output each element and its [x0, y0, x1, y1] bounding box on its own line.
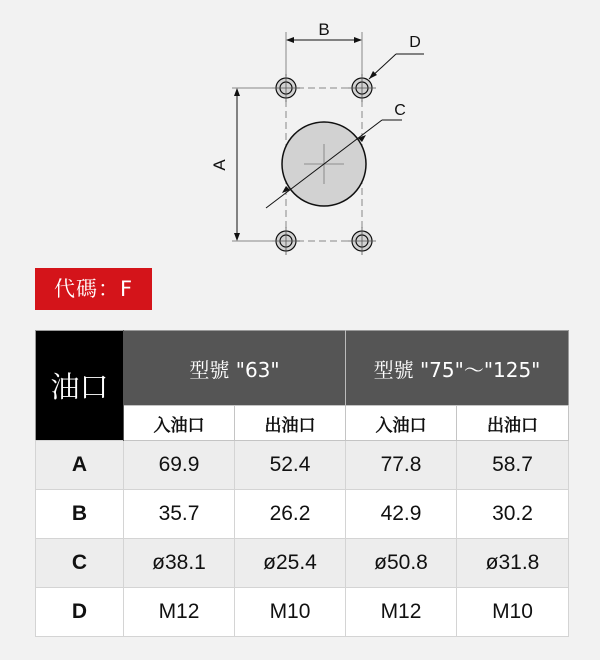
- label-d: D: [409, 34, 421, 51]
- dimension-d: [369, 34, 424, 79]
- table-cell: ø38.1: [124, 539, 235, 588]
- table-cell: 42.9: [346, 490, 457, 539]
- table-cell: M10: [457, 588, 569, 637]
- row-label: D: [36, 588, 124, 637]
- flange-drawing: [0, 0, 600, 270]
- row-label: C: [36, 539, 124, 588]
- table-cell: ø50.8: [346, 539, 457, 588]
- table-row: [36, 539, 569, 588]
- model-header-63: 型號 "63": [124, 331, 346, 406]
- row-label: B: [36, 490, 124, 539]
- table-cell: 77.8: [346, 441, 457, 490]
- table-row: [36, 441, 569, 490]
- model-header-75-125: 型號 "75"～"125": [346, 331, 569, 406]
- spec-table: [35, 330, 569, 637]
- table-cell: 52.4: [235, 441, 346, 490]
- table-cell: 26.2: [235, 490, 346, 539]
- port-header-inlet: 入油口: [346, 406, 457, 441]
- table-cell: 58.7: [457, 441, 569, 490]
- corner-header: 油口: [36, 331, 124, 441]
- dimension-b: [287, 20, 361, 40]
- port-header-inlet: 入油口: [124, 406, 235, 441]
- table-cell: 35.7: [124, 490, 235, 539]
- table-cell: M12: [346, 588, 457, 637]
- port-header-outlet: 出油口: [235, 406, 346, 441]
- table-cell: 69.9: [124, 441, 235, 490]
- label-a: A: [210, 159, 229, 171]
- code-badge: 代碼：F: [35, 268, 152, 310]
- row-label: A: [36, 441, 124, 490]
- table-cell: ø31.8: [457, 539, 569, 588]
- dimension-a: [210, 89, 237, 240]
- table-cell: M12: [124, 588, 235, 637]
- table-row: [36, 588, 569, 637]
- table-row: [36, 490, 569, 539]
- label-c: C: [394, 102, 406, 119]
- table-cell: 30.2: [457, 490, 569, 539]
- port-header-outlet: 出油口: [457, 406, 569, 441]
- table-cell: M10: [235, 588, 346, 637]
- label-b: B: [318, 20, 330, 39]
- table-cell: ø25.4: [235, 539, 346, 588]
